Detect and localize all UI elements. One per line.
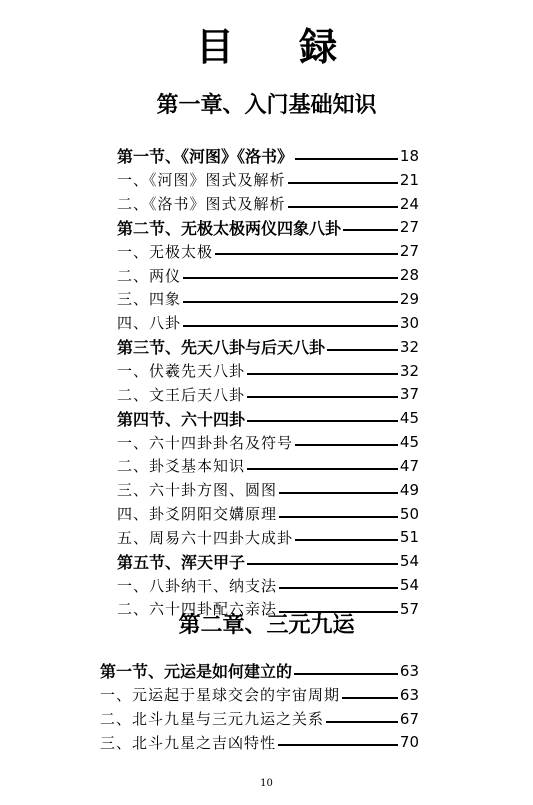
- toc-list: [0, 659, 533, 754]
- toc-leader-line: [343, 229, 398, 231]
- toc-page-number: 57: [399, 599, 419, 618]
- toc-entry-label: 四、卦爻阴阳交媾原理: [117, 505, 278, 524]
- page-number: 10: [260, 778, 273, 789]
- toc-entry-label: 三、四象: [117, 290, 182, 309]
- toc-section-entry[interactable]: [0, 659, 419, 683]
- toc-item-entry[interactable]: [0, 478, 419, 502]
- toc-leader-line: [279, 516, 398, 518]
- toc-leader-line: [326, 721, 398, 723]
- toc-page-number: 32: [399, 337, 419, 356]
- toc-item-entry[interactable]: [0, 502, 419, 526]
- toc-item-entry[interactable]: [0, 683, 419, 707]
- toc-leader-line: [294, 673, 398, 675]
- toc-entry-label: 一、八卦纳干、纳支法: [117, 576, 278, 595]
- toc-leader-line: [247, 468, 398, 470]
- toc-entry-label: 一、伏羲先天八卦: [117, 362, 246, 381]
- page-title: 目 録: [195, 25, 364, 69]
- toc-entry-label: 一、无极太极: [117, 242, 214, 261]
- toc-leader-line: [279, 587, 398, 589]
- toc-item-entry[interactable]: [0, 430, 419, 454]
- toc-page-number: 27: [399, 218, 419, 237]
- toc-leader-line: [183, 277, 398, 279]
- toc-item-entry[interactable]: [0, 382, 419, 406]
- toc-leader-line: [342, 697, 398, 699]
- toc-page-number: 30: [399, 313, 419, 332]
- toc-section-entry[interactable]: [0, 406, 419, 430]
- toc-leader-line: [279, 492, 398, 494]
- toc-item-entry[interactable]: [0, 359, 419, 383]
- toc-item-entry[interactable]: [0, 287, 419, 311]
- toc-entry-label: 五、周易六十四卦大成卦: [117, 528, 294, 547]
- toc-leader-line: [247, 420, 398, 422]
- toc-page-number: 54: [399, 552, 419, 571]
- toc-leader-line: [295, 539, 398, 541]
- toc-leader-line: [183, 325, 398, 327]
- toc-page-number: 49: [399, 480, 419, 499]
- toc-item-entry[interactable]: [0, 192, 419, 216]
- toc-page-number: 63: [399, 661, 419, 680]
- toc-entry-label: 第五节、浑天甲子: [117, 552, 246, 572]
- toc-item-entry[interactable]: [0, 707, 419, 731]
- toc-page-number: 45: [399, 409, 419, 428]
- toc-page-number: 70: [399, 733, 419, 752]
- toc-page-number: 27: [399, 242, 419, 261]
- toc-page-number: 50: [399, 504, 419, 523]
- toc-entry-label: 一、《河图》图式及解析: [117, 171, 286, 190]
- toc-entry-label: 第四节、六十四卦: [117, 409, 246, 429]
- toc-leader-line: [295, 444, 398, 446]
- toc-page-number: 28: [399, 266, 419, 285]
- toc-entry-label: 二、卦爻基本知识: [117, 457, 246, 476]
- toc-entry-label: 二、北斗九星与三元九运之关系: [100, 710, 325, 729]
- toc-section-entry[interactable]: [0, 216, 419, 240]
- toc-item-entry[interactable]: [0, 263, 419, 287]
- toc-entry-label: 第一节、《河图》《洛书》: [117, 147, 294, 167]
- toc-page-number: 47: [399, 456, 419, 475]
- toc-page-number: 54: [399, 576, 419, 595]
- toc-page-number: 32: [399, 361, 419, 380]
- toc-entry-label: 三、六十卦方图、圆图: [117, 481, 278, 500]
- toc-item-entry[interactable]: [0, 731, 419, 755]
- toc-entry-label: 第二节、无极太极两仪四象八卦: [117, 218, 342, 238]
- toc-item-entry[interactable]: [0, 454, 419, 478]
- toc-item-entry[interactable]: [0, 239, 419, 263]
- toc-leader-line: [288, 182, 398, 184]
- toc-leader-line: [183, 301, 398, 303]
- toc-entry-label: 二、两仪: [117, 266, 182, 285]
- toc-page-number: 18: [399, 146, 419, 165]
- toc-entry-label: 四、八卦: [117, 314, 182, 333]
- toc-page-number: 63: [399, 685, 419, 704]
- toc-entry-label: 二、文王后天八卦: [117, 385, 246, 404]
- toc-entry-label: 二、《洛书》图式及解析: [117, 195, 286, 214]
- toc-entry-label: 二、六十四卦配六亲法: [117, 600, 278, 619]
- toc-entry-label: 一、六十四卦卦名及符号: [117, 433, 294, 452]
- toc-entry-label: 第三节、先天八卦与后天八卦: [117, 338, 326, 358]
- toc-page-number: 51: [399, 528, 419, 547]
- toc-leader-line: [278, 744, 398, 746]
- toc-leader-line: [295, 158, 398, 160]
- toc-list: [0, 144, 533, 621]
- toc-item-entry[interactable]: [0, 168, 419, 192]
- toc-page-number: 24: [399, 194, 419, 213]
- chapter-heading: 第一章、入门基础知识: [156, 93, 377, 118]
- toc-page-number: 29: [399, 289, 419, 308]
- toc-section-entry[interactable]: [0, 549, 419, 573]
- toc-item-entry[interactable]: [0, 573, 419, 597]
- toc-leader-line: [247, 563, 398, 565]
- toc-page-number: 67: [399, 709, 419, 728]
- toc-page-number: 37: [399, 385, 419, 404]
- toc-item-entry[interactable]: [0, 526, 419, 550]
- toc-section-entry[interactable]: [0, 144, 419, 168]
- chapter-heading: 第二章、三元九运: [178, 613, 355, 638]
- toc-leader-line: [247, 396, 398, 398]
- toc-page-number: 21: [399, 170, 419, 189]
- toc-entry-label: 三、北斗九星之吉凶特性: [100, 733, 277, 752]
- toc-item-entry[interactable]: [0, 311, 419, 335]
- toc-leader-line: [288, 206, 398, 208]
- toc-leader-line: [215, 253, 398, 255]
- toc-leader-line: [327, 349, 398, 351]
- toc-section-entry[interactable]: [0, 335, 419, 359]
- toc-entry-label: 第一节、元运是如何建立的: [100, 662, 293, 682]
- toc-page-number: 45: [399, 433, 419, 452]
- toc-leader-line: [247, 373, 398, 375]
- toc-entry-label: 一、元运起于星球交会的宇宙周期: [100, 686, 341, 705]
